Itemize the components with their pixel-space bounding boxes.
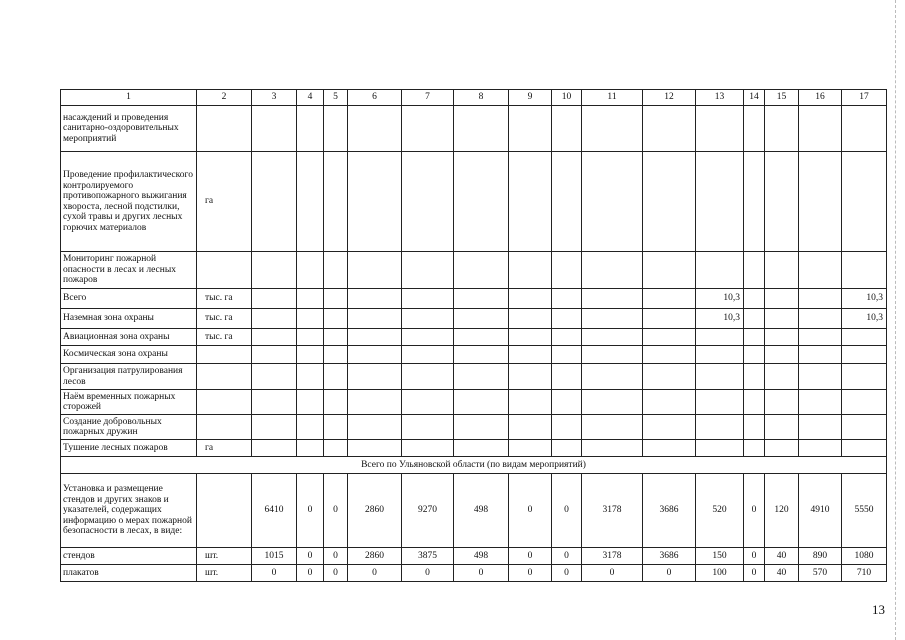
table-row	[61, 289, 887, 309]
row-value: 10,3	[842, 309, 887, 329]
row-value	[348, 309, 402, 329]
row-value	[297, 440, 324, 457]
column-number: 8	[454, 90, 509, 106]
row-value	[765, 152, 799, 252]
row-value	[696, 390, 744, 415]
row-unit	[197, 390, 252, 415]
row-unit: га	[197, 152, 252, 252]
row-value	[744, 329, 765, 346]
row-unit: тыс. га	[197, 309, 252, 329]
row-value: 0	[744, 548, 765, 565]
row-value	[582, 152, 643, 252]
table-row	[61, 364, 887, 390]
row-value	[799, 440, 842, 457]
column-number: 7	[402, 90, 454, 106]
row-value	[252, 440, 297, 457]
row-value: 3875	[402, 548, 454, 565]
row-value	[297, 106, 324, 152]
row-value: 150	[696, 548, 744, 565]
row-value	[297, 346, 324, 364]
table-row	[61, 548, 887, 565]
row-value	[454, 364, 509, 390]
row-value	[297, 390, 324, 415]
row-value	[509, 390, 552, 415]
row-name: Всего	[61, 289, 197, 309]
row-value: 3178	[582, 548, 643, 565]
row-value	[402, 106, 454, 152]
row-unit: га	[197, 440, 252, 457]
column-number: 9	[509, 90, 552, 106]
row-value	[696, 364, 744, 390]
row-unit	[197, 474, 252, 548]
row-name: насаждений и проведения санитарно-оздоровительных мероприятий	[61, 106, 197, 152]
row-value: 2860	[348, 474, 402, 548]
column-number: 12	[643, 90, 696, 106]
row-value	[643, 289, 696, 309]
row-value	[509, 364, 552, 390]
row-value	[842, 415, 887, 440]
row-value	[252, 346, 297, 364]
row-value: 0	[324, 565, 348, 582]
row-value	[582, 106, 643, 152]
row-value	[348, 346, 402, 364]
row-value: 0	[744, 474, 765, 548]
table-row	[61, 106, 887, 152]
row-value	[454, 440, 509, 457]
row-value	[744, 252, 765, 289]
row-value: 0	[552, 565, 582, 582]
row-value	[454, 415, 509, 440]
table-row	[61, 415, 887, 440]
row-value	[348, 390, 402, 415]
row-value	[454, 106, 509, 152]
row-value: 0	[297, 565, 324, 582]
row-value	[324, 329, 348, 346]
row-value	[696, 252, 744, 289]
row-value	[765, 252, 799, 289]
row-value	[402, 309, 454, 329]
row-value	[799, 289, 842, 309]
row-value: 100	[696, 565, 744, 582]
row-value: 3178	[582, 474, 643, 548]
row-value	[402, 329, 454, 346]
row-value	[842, 106, 887, 152]
row-value	[324, 364, 348, 390]
row-value	[799, 390, 842, 415]
row-name: Авиационная зона охраны	[61, 329, 197, 346]
row-value	[348, 106, 402, 152]
row-value	[402, 440, 454, 457]
row-name: Космическая зона охраны	[61, 346, 197, 364]
row-value	[696, 329, 744, 346]
row-value: 0	[348, 565, 402, 582]
row-name: стендов	[61, 548, 197, 565]
row-value	[744, 309, 765, 329]
row-value	[454, 252, 509, 289]
row-value: 6410	[252, 474, 297, 548]
row-value: 0	[582, 565, 643, 582]
row-value	[643, 415, 696, 440]
row-name: Наземная зона охраны	[61, 309, 197, 329]
row-value	[324, 152, 348, 252]
row-value: 0	[324, 548, 348, 565]
row-value	[348, 252, 402, 289]
row-value	[402, 415, 454, 440]
row-value	[842, 152, 887, 252]
column-number: 17	[842, 90, 887, 106]
row-value: 498	[454, 474, 509, 548]
row-value: 1080	[842, 548, 887, 565]
row-name: Проведение профилактического контролируемого противопожарного выжигания хвороста, лесной подстилки, сухой травы и других лесных горючих материалов	[61, 152, 197, 252]
row-value	[643, 346, 696, 364]
row-value: 40	[765, 548, 799, 565]
row-value: 2860	[348, 548, 402, 565]
row-value: 40	[765, 565, 799, 582]
row-value: 890	[799, 548, 842, 565]
row-value	[324, 106, 348, 152]
row-name: Тушение лесных пожаров	[61, 440, 197, 457]
row-value	[252, 106, 297, 152]
row-value	[552, 440, 582, 457]
row-value	[402, 289, 454, 309]
row-value	[552, 390, 582, 415]
row-value	[454, 152, 509, 252]
row-value	[509, 152, 552, 252]
row-value	[643, 440, 696, 457]
row-name: плакатов	[61, 565, 197, 582]
page-number: 13	[872, 602, 885, 617]
row-value	[744, 152, 765, 252]
row-value	[696, 106, 744, 152]
section-row	[61, 457, 887, 474]
row-name: Мониторинг пожарной опасности в лесах и лесных пожаров	[61, 252, 197, 289]
row-value	[799, 415, 842, 440]
row-value: 0	[744, 565, 765, 582]
row-value: 0	[643, 565, 696, 582]
row-value	[509, 440, 552, 457]
row-value	[643, 390, 696, 415]
row-value	[348, 329, 402, 346]
row-value	[252, 390, 297, 415]
column-number: 2	[197, 90, 252, 106]
row-value: 3686	[643, 548, 696, 565]
row-value	[252, 364, 297, 390]
row-value	[696, 346, 744, 364]
row-value	[552, 415, 582, 440]
row-value	[765, 309, 799, 329]
row-value	[509, 289, 552, 309]
row-value	[696, 440, 744, 457]
row-value: 10,3	[696, 309, 744, 329]
row-value: 0	[509, 474, 552, 548]
row-value	[402, 364, 454, 390]
column-number: 11	[582, 90, 643, 106]
row-value	[842, 346, 887, 364]
row-value	[842, 440, 887, 457]
row-value	[744, 106, 765, 152]
row-value	[324, 289, 348, 309]
row-value	[765, 390, 799, 415]
row-value	[454, 329, 509, 346]
header-row	[61, 90, 887, 106]
row-value	[765, 329, 799, 346]
row-value	[324, 415, 348, 440]
row-value	[643, 364, 696, 390]
row-value: 570	[799, 565, 842, 582]
row-value	[454, 390, 509, 415]
row-value	[842, 390, 887, 415]
row-value	[297, 415, 324, 440]
table-row	[61, 346, 887, 364]
column-number: 16	[799, 90, 842, 106]
row-value: 3686	[643, 474, 696, 548]
row-name: Создание добровольных пожарных дружин	[61, 415, 197, 440]
row-value	[252, 415, 297, 440]
row-value	[509, 106, 552, 152]
row-value	[348, 289, 402, 309]
row-value	[765, 346, 799, 364]
row-value	[765, 440, 799, 457]
row-value: 0	[324, 474, 348, 548]
row-value	[402, 390, 454, 415]
row-value	[324, 390, 348, 415]
row-value	[552, 152, 582, 252]
row-unit: шт.	[197, 565, 252, 582]
row-name: Установка и размещение стендов и других знаков и указателей, содержащих информацию о мерах пожарной безопасности в лесах, в виде:	[61, 474, 197, 548]
table-row	[61, 252, 887, 289]
column-number: 14	[744, 90, 765, 106]
row-value	[297, 289, 324, 309]
row-name: Наём временных пожарных сторожей	[61, 390, 197, 415]
row-value	[552, 106, 582, 152]
row-value	[509, 346, 552, 364]
row-unit: шт.	[197, 548, 252, 565]
row-value	[552, 289, 582, 309]
row-value: 0	[509, 565, 552, 582]
row-value	[552, 309, 582, 329]
row-value	[324, 346, 348, 364]
row-value: 5550	[842, 474, 887, 548]
table-row	[61, 152, 887, 252]
row-unit: тыс. га	[197, 329, 252, 346]
row-value	[842, 364, 887, 390]
row-value	[509, 309, 552, 329]
row-value	[582, 289, 643, 309]
row-value	[582, 329, 643, 346]
row-value	[643, 329, 696, 346]
column-number: 10	[552, 90, 582, 106]
row-unit	[197, 415, 252, 440]
row-value: 10,3	[696, 289, 744, 309]
row-value	[348, 152, 402, 252]
row-value	[799, 252, 842, 289]
row-value	[402, 152, 454, 252]
column-number: 13	[696, 90, 744, 106]
row-value: 710	[842, 565, 887, 582]
row-value	[297, 152, 324, 252]
row-value	[643, 252, 696, 289]
table-row	[61, 565, 887, 582]
table-row	[61, 474, 887, 548]
row-value	[696, 415, 744, 440]
row-value	[842, 329, 887, 346]
table-row	[61, 390, 887, 415]
row-value	[552, 364, 582, 390]
row-value	[765, 415, 799, 440]
row-value	[252, 309, 297, 329]
row-name: Организация патрулирования лесов	[61, 364, 197, 390]
row-value	[582, 390, 643, 415]
row-value	[402, 252, 454, 289]
row-value	[582, 364, 643, 390]
row-value: 0	[402, 565, 454, 582]
section-title: Всего по Ульяновской области (по видам мероприятий)	[61, 457, 887, 474]
row-value	[552, 252, 582, 289]
row-value	[552, 329, 582, 346]
row-value	[799, 106, 842, 152]
row-value	[252, 252, 297, 289]
data-table	[60, 89, 887, 582]
row-value	[454, 346, 509, 364]
row-value	[324, 309, 348, 329]
row-value	[799, 329, 842, 346]
row-value: 0	[454, 565, 509, 582]
column-number: 1	[61, 90, 197, 106]
column-number: 6	[348, 90, 402, 106]
row-value: 10,3	[842, 289, 887, 309]
row-value	[799, 364, 842, 390]
row-value: 0	[552, 474, 582, 548]
row-value	[643, 152, 696, 252]
table-row	[61, 329, 887, 346]
row-value	[744, 415, 765, 440]
row-value	[842, 252, 887, 289]
page-edge-line	[895, 0, 896, 640]
row-value	[297, 309, 324, 329]
row-unit	[197, 364, 252, 390]
table-row	[61, 309, 887, 329]
row-value	[744, 289, 765, 309]
row-unit	[197, 252, 252, 289]
row-value	[297, 252, 324, 289]
row-value	[348, 364, 402, 390]
row-value	[252, 289, 297, 309]
row-value	[643, 106, 696, 152]
row-value	[744, 440, 765, 457]
row-value	[582, 346, 643, 364]
row-value	[297, 364, 324, 390]
row-value	[348, 440, 402, 457]
row-value	[582, 415, 643, 440]
row-value	[582, 309, 643, 329]
row-value	[643, 309, 696, 329]
row-value: 0	[552, 548, 582, 565]
row-value	[348, 415, 402, 440]
row-value	[799, 346, 842, 364]
row-value: 0	[252, 565, 297, 582]
row-value	[454, 289, 509, 309]
column-number: 5	[324, 90, 348, 106]
row-value: 0	[297, 474, 324, 548]
row-value	[402, 346, 454, 364]
row-value	[799, 309, 842, 329]
row-value	[799, 152, 842, 252]
row-value: 0	[509, 548, 552, 565]
row-value	[765, 106, 799, 152]
row-value: 0	[297, 548, 324, 565]
column-number: 4	[297, 90, 324, 106]
row-value	[324, 252, 348, 289]
row-unit: тыс. га	[197, 289, 252, 309]
row-value	[509, 415, 552, 440]
row-value	[744, 390, 765, 415]
row-value	[765, 364, 799, 390]
column-number: 3	[252, 90, 297, 106]
row-unit	[197, 346, 252, 364]
row-value	[552, 346, 582, 364]
row-value: 1015	[252, 548, 297, 565]
row-value	[252, 329, 297, 346]
row-value	[696, 152, 744, 252]
row-value	[582, 440, 643, 457]
column-number: 15	[765, 90, 799, 106]
row-value	[765, 289, 799, 309]
row-unit	[197, 106, 252, 152]
row-value: 498	[454, 548, 509, 565]
row-value: 9270	[402, 474, 454, 548]
row-value: 120	[765, 474, 799, 548]
row-value	[509, 329, 552, 346]
row-value: 4910	[799, 474, 842, 548]
row-value	[252, 152, 297, 252]
row-value: 520	[696, 474, 744, 548]
row-value	[324, 440, 348, 457]
row-value	[454, 309, 509, 329]
row-value	[509, 252, 552, 289]
row-value	[297, 329, 324, 346]
row-value	[744, 346, 765, 364]
row-value	[582, 252, 643, 289]
row-value	[744, 364, 765, 390]
table-row	[61, 440, 887, 457]
